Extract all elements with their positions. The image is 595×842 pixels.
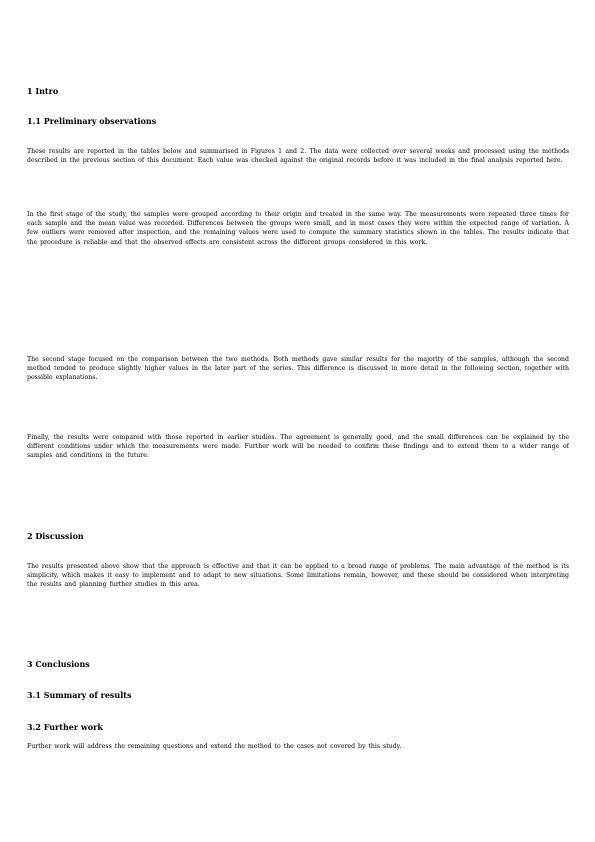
- subsection-title-summary: 3.1 Summary of results: [27, 690, 132, 700]
- section-title-discussion: 2 Discussion: [27, 531, 84, 541]
- subsection-title: 1.1 Preliminary observations: [27, 116, 157, 126]
- final-line: Further work will address the remaining questions and extend the method to the cases not covered by this study.: [27, 743, 402, 750]
- paragraph-1: These results are reported in the tables below and summarised in Figures 1 and 2. The data were collected over several weeks and processed using the methods described in the previous section of this document. Each value was checked against the original records before it was included in the final analysis reported here.: [27, 148, 569, 165]
- discussion-paragraph: The results presented above show that the approach is effective and that it can be applied to a broad range of problems. The main advantage of the method is its simplicity, which makes it easy to implement and to adapt to new situations. Some limitations remain, however, and these should be considered when interpreting the results and planning further studies in this area.: [27, 563, 569, 589]
- section-title: 1 Intro: [27, 86, 59, 96]
- section-title-conclusions: 3 Conclusions: [27, 659, 90, 669]
- paragraph-4: Finally, the results were compared with those reported in earlier studies. The agreement is generally good, and the small differences can be explained by the different conditions under which the measurements were made. Further work will be needed to confirm these findings and to extend them to a wider range of samples and conditions in the future.: [27, 434, 569, 460]
- paragraph-2: In the first stage of the study, the samples were grouped according to their origin and treated in the same way. The measurements were repeated three times for each sample and the mean value was recorded. Differences between the groups were small, and in most cases they were within the expected range of variation. A few outliers were removed after inspection, and the remaining values were used to compute the summary statistics shown in the tables. The results indicate that the procedure is reliable and that the observed effects are consistent across the different groups considered in this work.: [27, 211, 569, 246]
- paragraph-3: The second stage focused on the comparison between the two methods. Both methods gave similar results for the majority of the samples, although the second method tended to produce slightly higher values in the later part of the series. This difference is discussed in more detail in the following section, together with possible explanations.: [27, 356, 569, 382]
- subsection-title-further-work: 3.2 Further work: [27, 722, 103, 732]
